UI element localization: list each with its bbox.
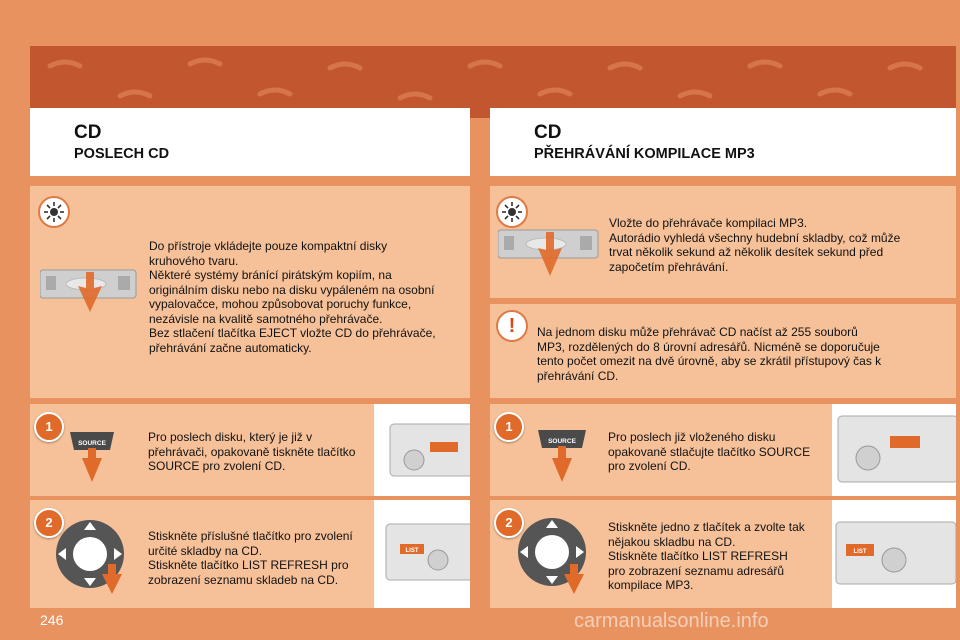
right-cd-player-illustration	[498, 226, 602, 283]
tip-sun-icon	[38, 196, 70, 228]
tip-sun-icon	[496, 196, 528, 228]
right-header	[490, 108, 956, 176]
right-info-text: Vložte do přehrávače kompilaci MP3. Autorádio vyhledá všechny hudební skladby, což může trvat několik sekund až několik desítek sekund před započetím přehrávání.	[609, 216, 901, 274]
left-step2-radio-illustration	[374, 500, 470, 608]
left-navigation-dial-icon	[50, 516, 134, 601]
step-1-icon: 1	[34, 412, 64, 442]
page-number: 246	[40, 612, 64, 628]
left-subtitle: POSLECH CD	[74, 146, 170, 162]
step-2-icon: 2	[494, 508, 524, 538]
left-step1-radio-illustration	[374, 404, 470, 496]
left-header	[30, 108, 470, 176]
left-title: CD	[74, 122, 102, 143]
left-step2-text: Stiskněte příslušné tlačítko pro zvolení určité skladby na CD. Stiskněte tlačítko LIST REFRESH pro zobrazení seznamu skladeb na CD.	[148, 529, 353, 587]
right-title: CD	[534, 122, 562, 143]
left-step1-text: Pro poslech disku, který je již v přehrávači, opakovaně tiskněte tlačítko SOURCE pro zvolení CD.	[148, 430, 356, 473]
right-step1-text: Pro poslech již vloženého disku opakovaně stlačujte tlačítko SOURCE pro zvolení CD.	[608, 430, 811, 473]
right-source-button-illustration	[534, 424, 594, 489]
right-navigation-dial-icon	[512, 514, 596, 601]
list-label: LIST	[853, 549, 867, 555]
watermark: carmanualsonline.info	[574, 610, 769, 632]
left-source-button-illustration	[66, 426, 122, 489]
right-step2-radio-illustration	[832, 500, 956, 608]
right-subtitle: PŘEHRÁVÁNÍ KOMPILACE MP3	[534, 146, 755, 162]
left-cd-player-illustration	[40, 264, 140, 321]
source-label: SOURCE	[78, 440, 106, 447]
right-step1-radio-illustration	[832, 404, 956, 496]
right-warning-text: Na jednom disku může přehrávač CD načíst až 255 souborů MP3, rozdělených do 8 úrovní adresářů. Nicméně se doporučuje tento počet omezit na dvě úrovně, aby se zkrátil přístupový čas k přehrávání CD.	[537, 325, 882, 383]
step-1-icon: 1	[494, 412, 524, 442]
step-2-icon: 2	[34, 508, 64, 538]
warning-exclamation-icon: !	[496, 310, 528, 342]
list-label: LIST	[405, 548, 419, 554]
source-label: SOURCE	[548, 438, 576, 445]
left-info-text: Do přístroje vkládejte pouze kompaktní disky kruhového tvaru. Některé systémy bránící pirátským kopiím, na originálním disku nebo na disku vypáleném na osobní vypalovačce, mohou způsobovat poruchy funkce, nezávisle na kvalitě samotného přehrávače. Bez stlačení tlačítka EJECT vložte CD do přehrávače, přehrávání začne automaticky.	[149, 239, 436, 355]
right-step2-text: Stiskněte jedno z tlačítek a zvolte tak nějakou skladbu na CD. Stiskněte tlačítko LIST REFRESH pro zobrazení seznamu adresářů kompilace MP3.	[608, 520, 805, 592]
